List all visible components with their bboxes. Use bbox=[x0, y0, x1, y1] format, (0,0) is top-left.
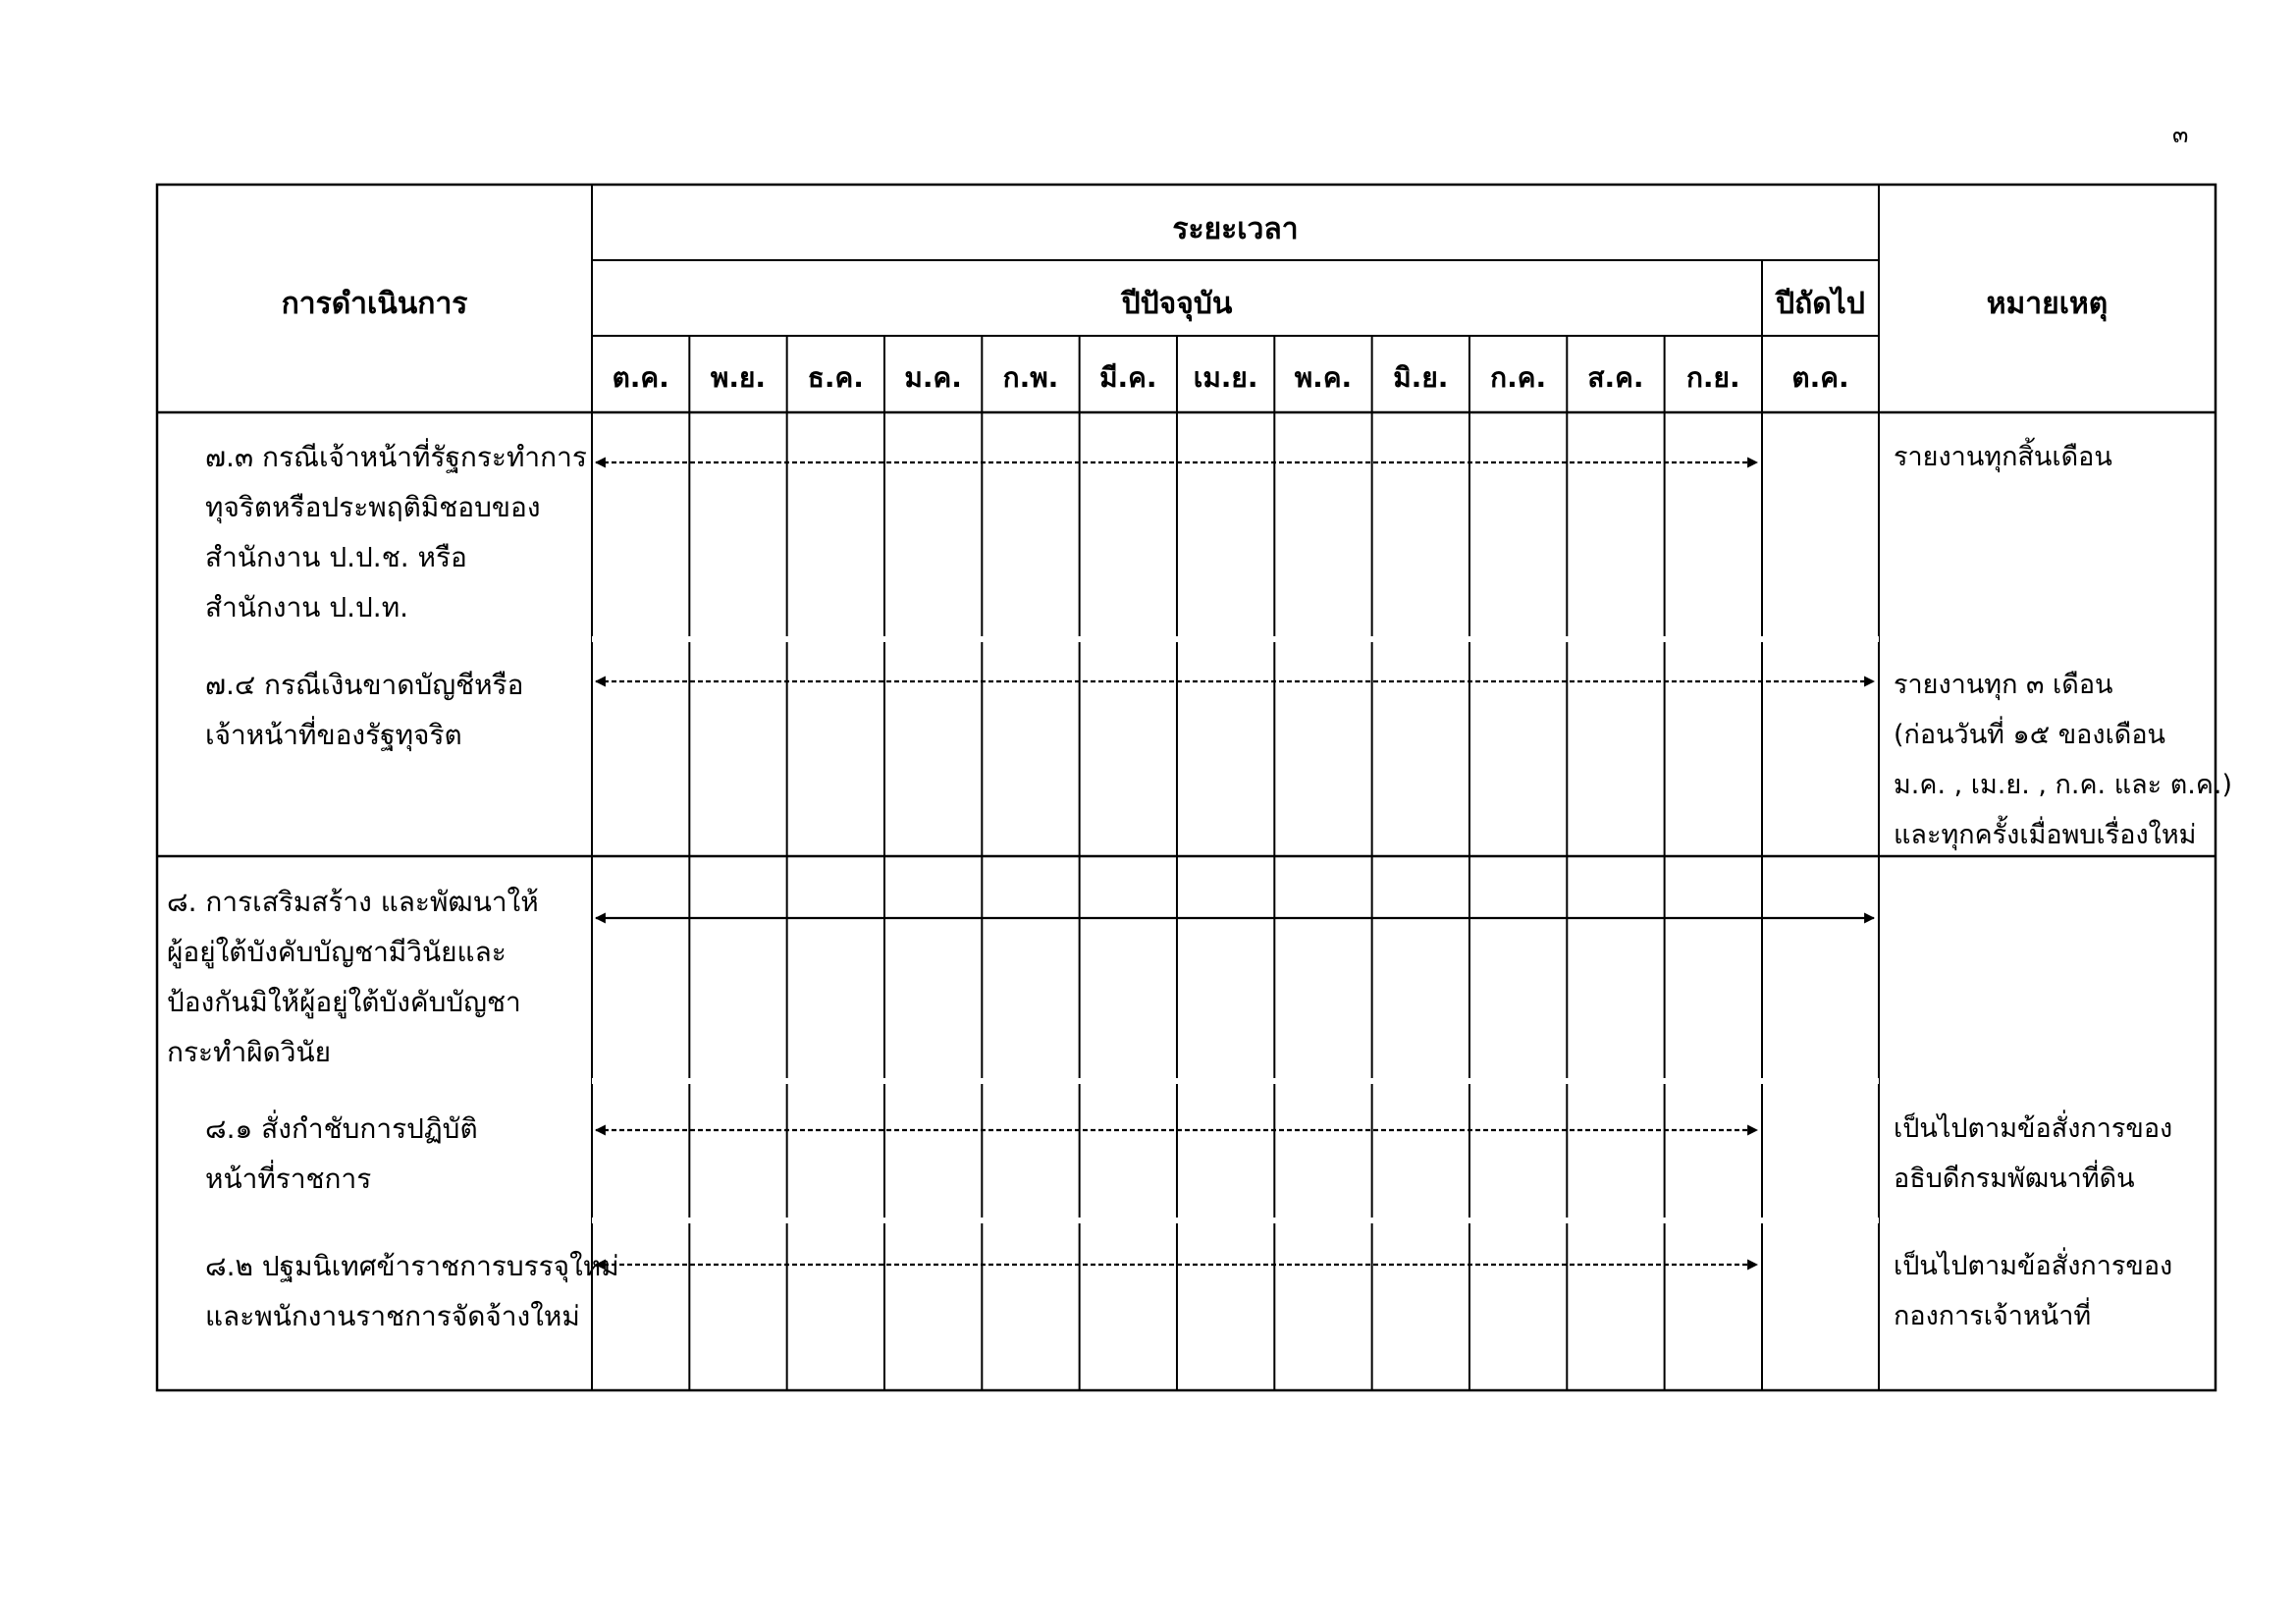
month-header: ก.พ. bbox=[1002, 361, 1059, 394]
month-header: พ.ย. bbox=[710, 361, 767, 394]
remarks-header: หมายเหตุ bbox=[1986, 287, 2109, 321]
activity-7-3: ๗.๓ กรณีเจ้าหน้าที่รัฐกระทำการ ทุจริตหรือประพฤติมิชอบของ สำนักงาน ป.ป.ช. หรือ สำนักงาน ป.ป.ท. bbox=[205, 441, 587, 623]
month-header-next-year: ต.ค. bbox=[1791, 361, 1849, 394]
month-header: ต.ค. bbox=[612, 361, 669, 394]
month-header: ม.ค. bbox=[904, 361, 962, 394]
period-header: ระยะเวลา bbox=[1172, 212, 1299, 246]
page-number: ๓ bbox=[2172, 121, 2189, 148]
activity-8-2: ๘.๒ ปฐมนิเทศข้าราชการบรรจุใหม่ และพนักงานราชการจัดจ้างใหม่ bbox=[205, 1250, 619, 1332]
activity-7-4: ๗.๔ กรณีเงินขาดบัญชีหรือ เจ้าหน้าที่ของรัฐทุจริต bbox=[205, 669, 524, 751]
activity-header: การดำเนินการ bbox=[281, 287, 468, 321]
month-header: เม.ย. bbox=[1193, 361, 1258, 394]
month-header: มิ.ย. bbox=[1393, 361, 1449, 394]
month-header: ก.ค. bbox=[1490, 361, 1547, 394]
current-year-header: ปีปัจจุบัน bbox=[1121, 287, 1233, 321]
remark-8-1: เป็นไปตามข้อสั่งการของ อธิบดีกรมพัฒนาที่ดิน bbox=[1894, 1113, 2173, 1194]
activity-8: ๘. การเสริมสร้าง และพัฒนาให้ ผู้อยู่ใต้บังคับบัญชามีวินัยและ ป้องกันมิให้ผู้อยู่ใต้บังคับบัญชา กระทำผิดวินัย bbox=[167, 886, 539, 1068]
remark-7-3: รายงานทุกสิ้นเดือน bbox=[1894, 442, 2112, 472]
row-separator-gap bbox=[592, 636, 1879, 642]
month-header: ธ.ค. bbox=[807, 361, 864, 394]
month-header: ส.ค. bbox=[1587, 361, 1644, 394]
remark-8-2: เป็นไปตามข้อสั่งการของ กองการเจ้าหน้าที่ bbox=[1894, 1251, 2173, 1331]
month-header: มี.ค. bbox=[1099, 361, 1157, 394]
month-header: พ.ค. bbox=[1294, 361, 1353, 394]
next-year-header: ปีถัดไป bbox=[1776, 287, 1865, 321]
row-separator-gap bbox=[592, 1078, 1879, 1084]
activity-8-1: ๘.๑ สั่งกำชับการปฏิบัติ หน้าที่ราชการ bbox=[205, 1112, 478, 1195]
month-header: ก.ย. bbox=[1685, 361, 1740, 394]
remark-7-4: รายงานทุก ๓ เดือน (ก่อนวันที่ ๑๕ ของเดือน ม.ค. , เม.ย. , ก.ค. และ ต.ค.) และทุกครั้งเมื่อพบเรื่องใหม่ bbox=[1894, 670, 2233, 850]
row-separator-gap bbox=[592, 1218, 1879, 1223]
